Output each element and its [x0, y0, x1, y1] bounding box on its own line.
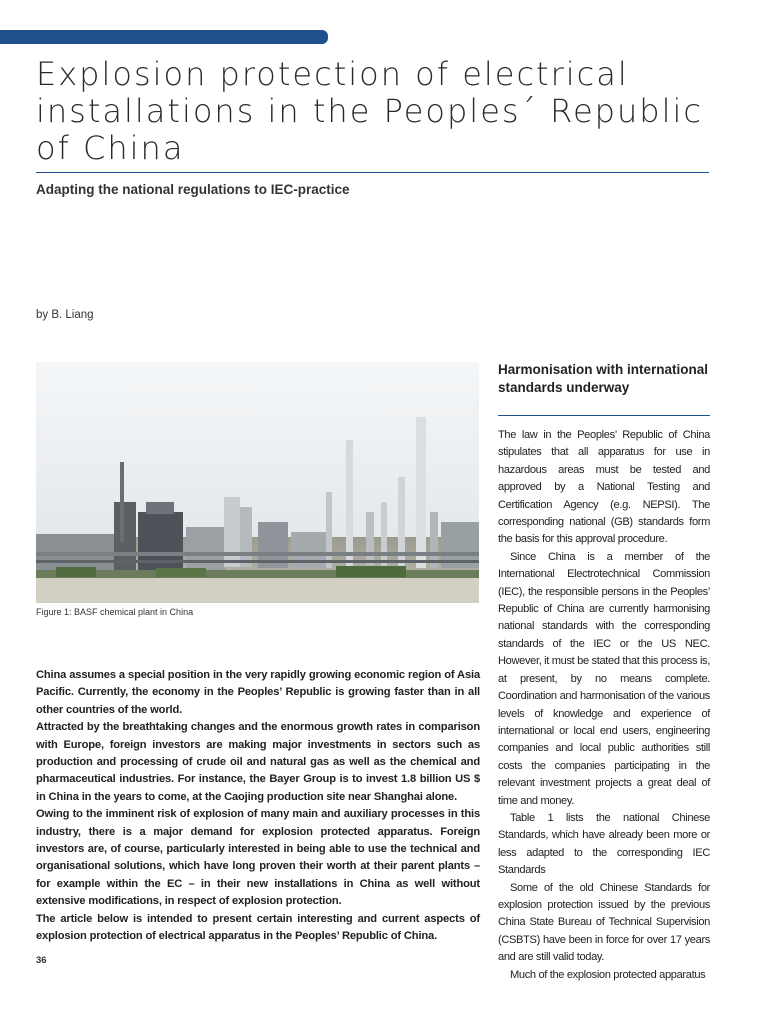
- body-paragraph: The law in the Peoples’ Republic of China stipulates that all apparatus for use in hazardous areas must be tested and approved by a National Testing and Certification Agency (e.g. NEPSI). The corresponding national (GB) standards form the basis for this approval procedure.: [498, 429, 710, 546]
- header-accent-bar: [0, 30, 328, 44]
- article-subtitle: Adapting the national regulations to IEC-practice: [36, 182, 350, 197]
- article-title: Explosion protection of electrical installations in the Peoples´ Republic of China: [36, 55, 703, 167]
- plant-photo: [36, 362, 479, 603]
- title-divider: [36, 172, 709, 173]
- figure-caption: Figure 1: BASF chemical plant in China: [36, 607, 194, 617]
- body-paragraph: Table 1 lists the national Chinese Standards, which have already been more or less adapted to the corresponding IEC Standards: [498, 811, 710, 877]
- lead-paragraph: The article below is intended to present certain interesting and current aspects of explosion protection of electrical apparatus in the Peoples’ Republic of China.: [36, 912, 480, 943]
- author-byline: by B. Liang: [36, 309, 94, 321]
- body-column: [498, 427, 710, 984]
- body-paragraph: Some of the old Chinese Standards for explosion protection issued by the previous China State Bureau of Technical Supervision (CSBTS) have been in force for over 17 years and are still valid today.: [498, 881, 710, 964]
- lead-paragraph: China assumes a special position in the very rapidly growing economic region of Asia Pacific. Currently, the economy in the Peoples’ Republic is growing faster than in all other countries of the world.: [36, 669, 480, 716]
- lead-paragraph: Attracted by the breathtaking changes and the enormous growth rates in comparison with Europe, foreign investors are making major investments in sectors such as production and processing of crude oil and natural gas as well as the chemical and pharmaceutical industries. For instance, the Bayer Group is to invest 1.8 billion US $ in China in the years to come, at the Caojing production site near Shanghai alone.: [36, 721, 480, 803]
- section-heading: Harmonisation with international standards underway: [498, 362, 709, 395]
- body-paragraph: Since China is a member of the International Electrotechnical Commission (IEC), the responsible persons in the Peoples’ Republic of China are currently harmonising national standards with the corresponding standards of the IEC or the US NEC. However, it must be stated that this process is, at present, by no means complete. Coordination and harmonisation of the various levels of knowledge and experience of international or local end users, engineering companies and local public authorities still costs the companies participating in the relevant investment projects a great deal of time and money.: [498, 550, 710, 807]
- page-number: 36: [36, 955, 47, 966]
- body-paragraph: Much of the explosion protected apparatus: [510, 968, 706, 981]
- lead-paragraph: Owing to the imminent risk of explosion of many main and auxiliary processes in this industry, there is a major demand for explosion protected apparatus. Foreign investors are, of course, particularly interested in being able to use the technical and organisational solutions, which have long proven their worth at their parent plants – for example within the EC – in their new installations in China as well without extensive modifications, in respect of explosion protection.: [36, 808, 480, 908]
- section-divider: [498, 415, 710, 416]
- lead-text: [36, 667, 480, 946]
